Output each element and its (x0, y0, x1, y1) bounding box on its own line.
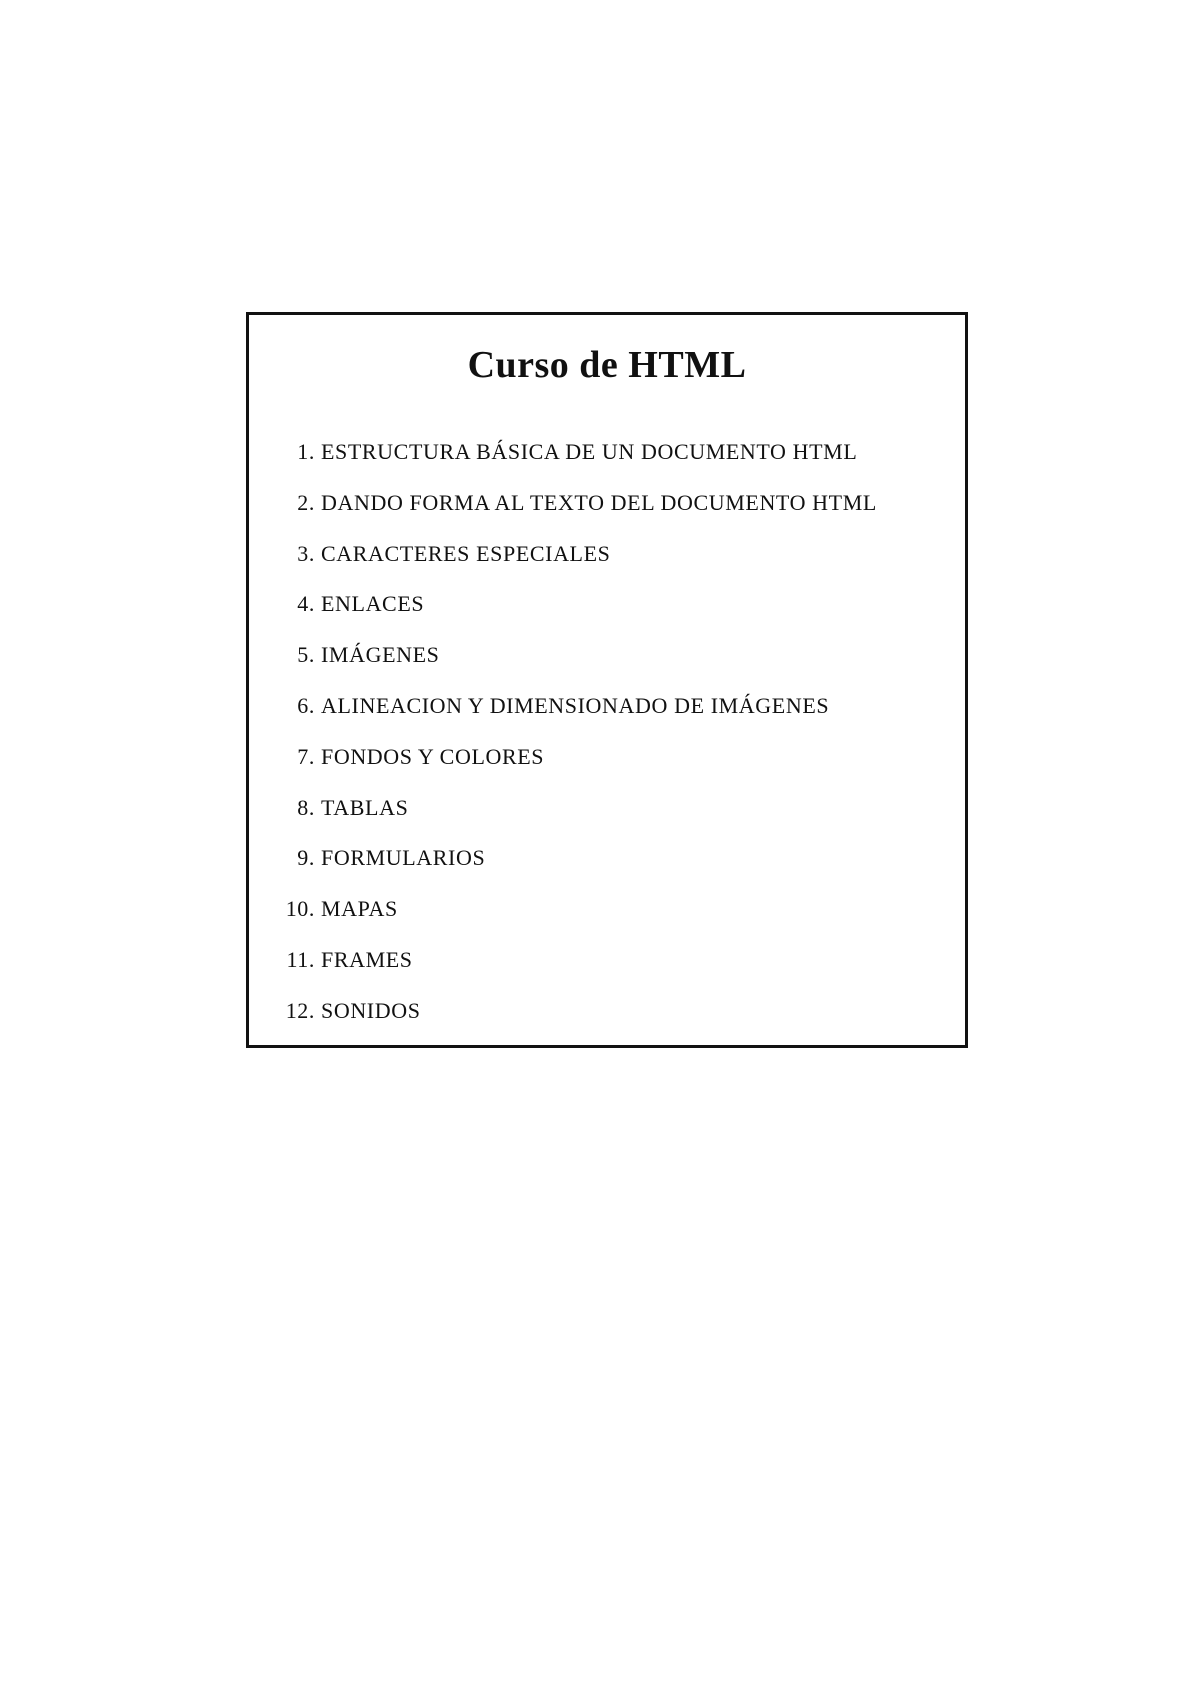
toc-item-number: 3. (297, 540, 315, 566)
toc-item-label: FONDOS Y COLORES (321, 743, 545, 769)
toc-item (269, 794, 877, 848)
toc-item (269, 593, 877, 644)
toc-item-label: CARACTERES ESPECIALES (321, 540, 611, 566)
toc-item-label: FORMULARIOS (321, 845, 486, 871)
toc-item-number: 8. (297, 794, 315, 820)
toc-item-label: SONIDOS (321, 997, 421, 1023)
page-title: Curso de HTML (467, 344, 747, 386)
toc-item-number: 2. (297, 489, 315, 515)
table-of-contents-box (246, 312, 968, 1048)
toc-item (269, 946, 877, 1000)
toc-item (269, 997, 877, 1051)
toc-item-number: 9. (297, 845, 315, 871)
toc-item-label: ALINEACION Y DIMENSIONADO DE IMÁGENES (321, 692, 830, 718)
toc-item (269, 692, 877, 746)
toc-item-number: 1. (297, 439, 315, 464)
toc-item-label: ESTRUCTURA BÁSICA DE UN DOCUMENTO HTML (321, 439, 858, 464)
toc-item (269, 644, 877, 695)
toc-item-label: FRAMES (321, 946, 413, 972)
toc-item-number: 7. (297, 743, 315, 769)
toc-item-number: 10. (285, 896, 315, 922)
toc-item-number: 4. (297, 591, 315, 617)
toc-item-label: IMÁGENES (321, 642, 440, 668)
toc-item (269, 441, 877, 492)
toc-list (269, 441, 877, 1051)
toc-item (269, 847, 877, 898)
toc-item-number: 12. (285, 997, 315, 1023)
toc-item-number: 5. (297, 642, 315, 668)
toc-item (269, 489, 877, 543)
toc-item-number: 11. (286, 946, 315, 972)
toc-item-label: ENLACES (321, 591, 425, 617)
toc-item-label: MAPAS (321, 896, 398, 922)
toc-item (269, 743, 877, 797)
toc-item (269, 898, 877, 949)
toc-item-label: DANDO FORMA AL TEXTO DEL DOCUMENTO HTML (321, 489, 877, 515)
toc-item-number: 6. (297, 692, 315, 718)
toc-item-label: TABLAS (321, 794, 409, 820)
toc-item (269, 540, 877, 594)
